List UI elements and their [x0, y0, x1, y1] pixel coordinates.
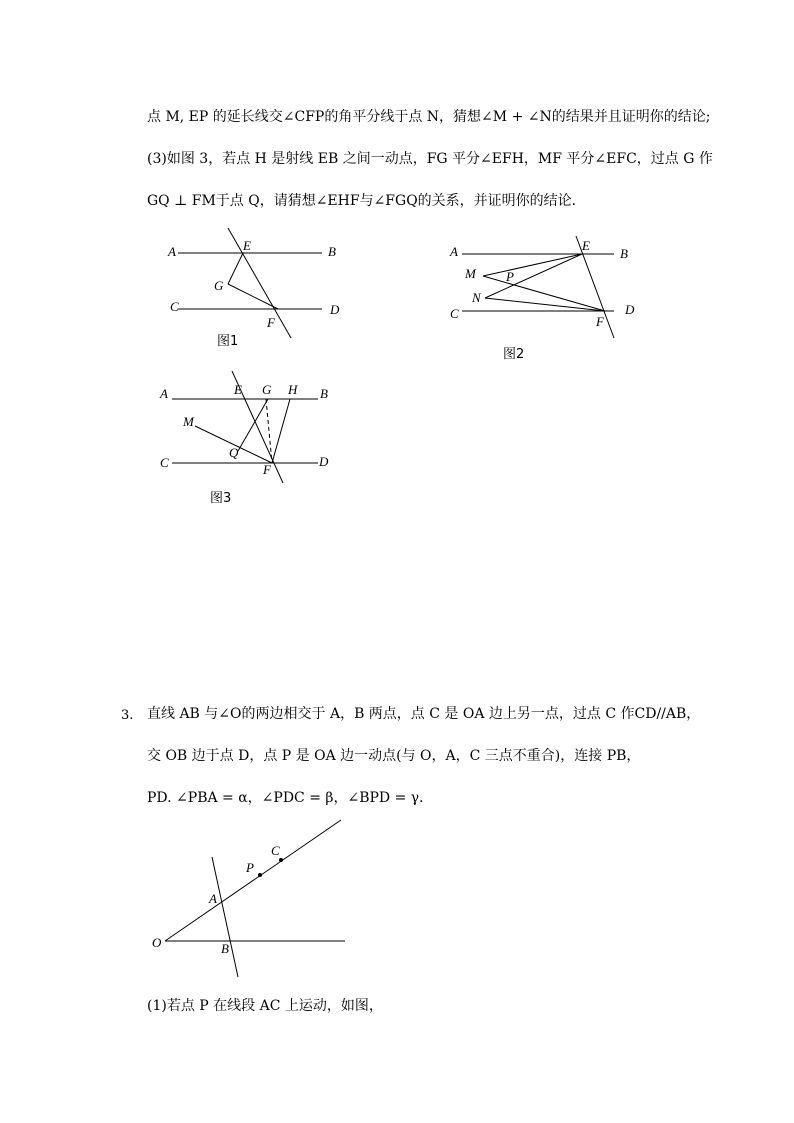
question3-line-1: 直线 AB 与∠O的两边相交于 A，B 两点，点 C 是 OA 边上另一点，过点 C 作CD//AB，	[147, 706, 701, 722]
fig1-label-f: F	[267, 315, 275, 330]
fig4-label-a: A	[209, 891, 217, 906]
fig1-transversal	[228, 228, 291, 338]
question3-subquestion-1: (1)若点 P 在线段 AC 上运动，如图，	[147, 998, 383, 1014]
fig2-segment-en	[485, 254, 582, 298]
question3-line-3: PD. ∠PBA = α，∠PDC = β，∠BPD = γ．	[147, 790, 434, 806]
problem-text-line-1: 点 M, EP 的延长线交∠CFP的角平分线于点 N，猜想∠M + ∠N的结果并且证明你的结论;	[147, 109, 711, 125]
fig2-label-b: B	[620, 246, 628, 261]
fig4-label-b: B	[221, 941, 229, 956]
fig3-label-b: B	[320, 386, 328, 401]
question-number: 3.	[121, 708, 134, 723]
fig1-segment-eg	[228, 253, 243, 284]
fig1-label-g: G	[214, 278, 224, 293]
fig3-label-d: D	[319, 454, 329, 469]
fig3-label-c: C	[160, 455, 169, 470]
problem-text-line-3: GQ ⊥ FM于点 Q，请猜想∠EHF与∠FGQ的关系，并证明你的结论．	[147, 193, 586, 209]
fig2-segment-mf	[483, 276, 605, 311]
fig1-caption: 图1	[217, 334, 239, 349]
fig1-label-e: E	[243, 238, 251, 253]
question3-line-2: 交 OB 边于点 D，点 P 是 OA 边一动点(与 O，A，C 三点不重合)，连接 PB，	[147, 748, 641, 764]
fig3-label-a: A	[160, 386, 168, 401]
fig4-label-p: P	[246, 860, 254, 875]
fig1-label-c: C	[170, 299, 179, 314]
fig3-label-q: Q	[229, 445, 239, 460]
fig3-segment-hf	[272, 399, 290, 463]
fig2-segment-nf	[485, 298, 605, 311]
fig3-label-g: G	[262, 382, 272, 397]
fig2-label-f: F	[596, 314, 604, 329]
problem-text-line-2: (3)如图 3，若点 H 是射线 EB 之间一动点，FG 平分∠EFH，MF 平分∠EFC，过点 G 作	[147, 151, 713, 167]
fig2-label-a: A	[450, 244, 458, 259]
fig3-label-m: M	[183, 414, 194, 429]
fig1-label-d: D	[330, 302, 340, 317]
fig1-label-a: A	[168, 244, 176, 259]
fig4-point-c	[279, 858, 283, 862]
fig2-label-m: M	[465, 266, 476, 281]
fig1-segment-gf	[228, 284, 278, 309]
fig2-label-n: N	[472, 290, 481, 305]
fig2-label-e: E	[582, 238, 590, 253]
fig3-segment-gq	[238, 399, 268, 451]
fig3-label-h: H	[288, 382, 298, 397]
fig1-label-b: B	[328, 244, 336, 259]
fig2-label-p: P	[506, 269, 514, 284]
fig4-point-p	[258, 873, 262, 877]
fig4-line-ab	[212, 857, 238, 977]
fig4-label-o: O	[152, 935, 162, 950]
fig4-ray-oa	[165, 820, 341, 941]
fig4-label-c: C	[271, 843, 280, 858]
fig2-caption: 图2	[503, 347, 525, 362]
fig3-label-f: F	[263, 462, 271, 477]
fig3-label-e: E	[234, 382, 242, 397]
fig3-caption: 图3	[210, 491, 232, 506]
fig2-label-d: D	[625, 302, 635, 317]
fig2-segment-em	[483, 254, 582, 276]
fig2-label-c: C	[450, 306, 459, 321]
